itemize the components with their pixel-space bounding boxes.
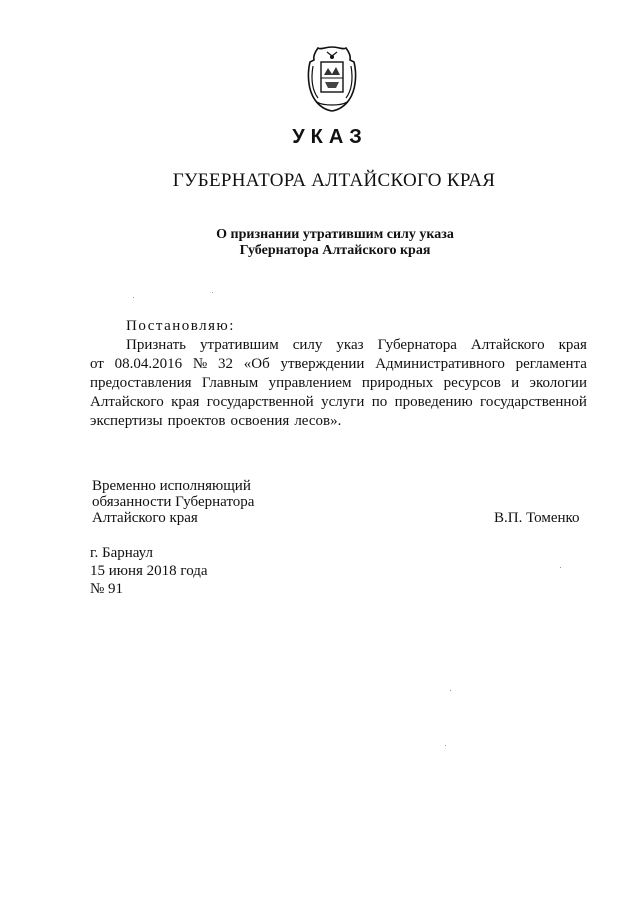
signer-position [92,478,254,526]
word: освоения [230,413,290,429]
word: утверждении [280,356,365,372]
word: «Об [243,356,270,372]
document-type: УКАЗ [292,126,368,148]
word: экспертизы [90,413,163,429]
word: 32 [217,356,233,372]
word: от [90,356,104,372]
word: указ [336,337,364,353]
subject-line: Губернатора Алтайского края [239,243,431,258]
scan-speck [133,297,134,298]
subject-line: О признании утратившим силу указа [216,227,454,242]
date: 15 июня 2018 года [90,563,208,579]
word: природных [361,375,434,391]
word: края [171,394,200,410]
word: и [511,375,520,391]
word: регламента [515,356,587,372]
word: № [192,356,208,372]
place-and-date [90,544,208,598]
word: Алтайского [90,394,164,410]
document-number: № 91 [90,581,124,597]
word: по [371,394,388,410]
word: Административного [375,356,505,372]
signer-position-line: Алтайского края [92,510,198,526]
word: экологии [529,375,587,391]
word: утратившим [199,337,279,353]
word: ресурсов [443,375,501,391]
word: Губернатора [377,337,457,353]
word: края [558,337,587,353]
body-line [90,336,587,355]
word: силу [292,337,323,353]
word: предоставления [90,375,192,391]
word: Признать [126,337,186,353]
signer-name: В.П. Томенко [494,510,580,526]
signer-position-line: Временно исполняющий [92,478,251,494]
body-line [90,355,587,374]
scan-speck [445,745,446,746]
body-line [90,412,587,431]
word: 08.04.2016 [114,356,183,372]
word: проведению [394,394,473,410]
signer-position-line: обязанности Губернатора [92,494,255,510]
altai-krai-coat-of-arms-icon [303,44,361,112]
decree-verb: Постановляю: [126,318,235,334]
word: проектов [167,413,226,429]
word: лесов». [294,413,342,429]
word: управлением [268,375,352,391]
scan-speck [560,567,561,568]
word: государственной [206,394,314,410]
decree-body [90,336,587,431]
word: государственной [480,394,587,410]
body-line [90,393,587,412]
word: услуги [321,394,365,410]
city: г. Барнаул [90,545,153,561]
word: Главным [201,375,259,391]
scan-speck [450,690,451,691]
issuer-title: ГУБЕРНАТОРА АЛТАЙСКОГО КРАЯ [172,170,496,191]
body-line [90,374,587,393]
word: Алтайского [470,337,545,353]
scan-speck [212,292,213,293]
document-subject [0,227,640,259]
